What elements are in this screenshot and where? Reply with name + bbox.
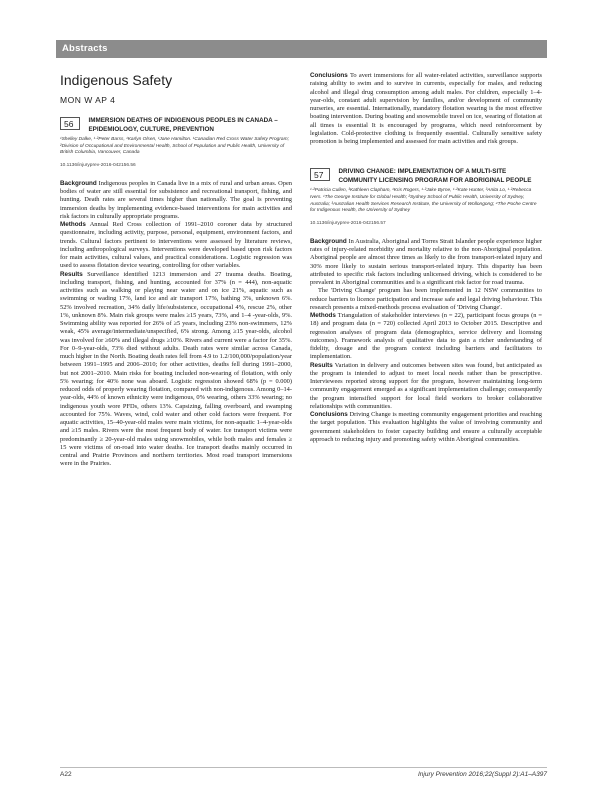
results-paragraph <box>60 271 292 469</box>
methods-label: Methods <box>60 221 86 229</box>
abstract-number: 57 <box>310 168 330 181</box>
methods-text: Triangulation of stakeholder interviews (n = 22), participant focus groups (n = 18) and program data (n = 720) collected April 2013 to October 2015. Descriptive and regression analyses of program data (demographics, service delivery and licensing outcomes). Framework analysis of qualitative data to gain a richer understanding of fidelity, dosage and the program context including barriers and facilitators to implementation. <box>310 312 543 361</box>
section-title: Indigenous Safety <box>60 72 173 88</box>
methods-paragraph <box>310 312 542 362</box>
right-column <box>310 72 542 444</box>
page-number: A22 <box>60 771 72 778</box>
conclusions-label: Conclusions <box>310 72 348 79</box>
background-label: Background <box>60 179 97 187</box>
methods-label: Methods <box>310 312 336 320</box>
results-text: Surveillance identified 1213 immersion and 27 trauma deaths. Boating, including transport, fishing, and hunting, accounted for 37% (n = 444), non-aquatic activities such as walking or playing near water and on ice 21%, aquatic such as swimming or wading 17%, land ice and air transport 17%, bathing 3%, unknown 6%. 52% involved recreation, 34% daily life/subsistence, occupational 4%, rescue 2%, other 1%, unknown 8%. Main risk groups were males ≥15 years, 73%, and 1–4 -year-olds, 9%. Swimming ability was reported for 26% of ≥5 years, including 23% non-swimmers, 12% weak, 45% average/intermediate/unspecified, 6% strong. Among ≥15 year-olds, alcohol was involved for ≥60% and illegal drugs ≥10%. Rivers and current were a factor for 35%. For 0–9-year-olds, 73% died without adults. Death rates were similar across Canada, much higher in the North. Boating death rates fell from 4.9 to 1.2/100,000/population/year between 1991–1995 and 2006–2010; for other activities, deaths fell during 1991–2000, but not 2001–2010. Main risks for boating included non-wearing of flotation, with only 5% wearing; for 40% none was aboard. Logistic regression showed 68% (p = 0.000) reduced odds of properly wearing flotation, compared with non-indigenous. Among 0–14-year-olds, 44% of known ethnicity were indigenous, 0% wearing, others 33% wearing; no indigenous youth wore PFDs, others 13%. Capsizing, falling overboard, and swamping accounted for 75%. Waves, wind, cold water and other cold factors were frequent. For aquatic activities, 15–40-year-old males were main victims, for non-aquatic 1–4-year-olds and ≥15 males. Rivers were the most frequent body of water. Ice transport victims were predominantly ≥ 20-year-old males using snowmobiles, while both males and females ≥ 15 were victims of on-road into water deaths. Ice transport deaths mainly occurred in central and Prairie Provinces and northern territories. Most road transport immersions were in the Prairies. <box>60 270 292 468</box>
methods-text: Annual Red Cross collection of 1991–2010 coroner data by structured questionnaire, including activity, purpose, personal, equipment, environment factors, and trends. Cultural factors pertinent to interventions were assessed by literature reviews, including anthropological surveys. Interventions were developed based upon risk factors for main activities, cultural values, and practical considerations. Logistic regression was used to assess flotation device wearing, controlling for other variables. <box>60 221 292 270</box>
conclusions-paragraph <box>310 411 542 444</box>
conclusions-label: Conclusions <box>310 411 348 419</box>
abstract-header <box>60 117 292 134</box>
abstract-doi[interactable]: 10.1136/injuryprev-2016-042156.56 <box>60 162 136 168</box>
background-label: Background <box>310 237 347 245</box>
footer-rule <box>60 767 547 768</box>
conclusions-paragraph <box>310 72 542 146</box>
background-text: Indigenous peoples in Canada live in a mix of rural and urban areas. Open bodies of water are still essential for subsistence and recreational transport, fishing, and hunting. Death rates are several times higher than nationally. The goal is preventing immersion deaths by implementing evidence-based interventions for main activities and risk factors in culturally appropriate programs. <box>60 179 292 220</box>
background-paragraph <box>60 180 292 221</box>
results-label: Results <box>60 270 83 278</box>
section-subtitle: MON W AP 4 <box>60 95 116 105</box>
methods-paragraph <box>60 221 292 271</box>
results-label: Results <box>310 361 333 369</box>
results-text: Variation in delivery and outcomes between sites was found, but anticipated as the program is intended to adjust to meet local needs rather than be prescriptive. Interviewees reported strong support for the program, however maintaining long-term community engagement emerged as a significant implementation challenge; consequently the program intensified support for local field workers to broker collaborative relationships with communities. <box>310 361 543 410</box>
conclusions-text: Driving Change is meeting community engagement priorities and reaching the target population. This evaluation highlights the value of involving community and government stakeholders to foster capacity building and ensure a culturally acceptable approach to reducing injury and promoting safety within Aboriginal communities. <box>310 411 542 443</box>
left-column <box>60 68 292 469</box>
background-paragraph-2: The 'Driving Change' program has been implemented in 12 NSW communities to reduce barriers to licence participation and increase safe and legal driving behaviour. This research presents a mixed-methods process evaluation of 'Driving Change'. <box>310 287 542 311</box>
journal-citation: Injury Prevention 2016;22(Suppl 2):A1–A397 <box>417 771 547 778</box>
abstract-title: DRIVING CHANGE: IMPLEMENTATION OF A MULTI-SITE COMMUNITY LICENSING PROGRAM FOR ABORIGINAL PEOPLE <box>338 168 532 184</box>
results-paragraph <box>310 362 542 412</box>
abstract-authors: ¹Shelley Dalke, ¹·²Peter Barss, ¹Karlyn Olsen, ¹Jane Hamilton. ¹Canadian Red Cross Water Safety Program; ²Division of Occupational and Environmental Health, School of Population and Public Health, University of British Columbia, Vancouver, Canada <box>60 137 289 156</box>
conclusions-text: To avert immersions for all water-related activities, surveillance supports raising ability to swim and to survive in currents, especially for males, and reducing alcohol and illegal drug consumption among adult males. For children, especially 1–4-year-olds, constant adult supervision by families, and/or development of community nurseries, are essential. Internationally, mandatory flotation wearing is the most effective boating intervention. During boating and snowmobile travel on ice, wearing of flotation at all times is essential It is encouraged by programs, which need reinforcement by legislation. Cold-protective clothing is frequently essential. Culturally sensitive safety promotion is being implemented and assessed for main activities and risk groups. <box>310 72 542 145</box>
section-banner: Abstracts <box>56 40 547 58</box>
abstract-header <box>310 168 542 185</box>
background-paragraph <box>310 238 542 288</box>
abstract-number: 56 <box>60 117 80 130</box>
abstract-57 <box>310 168 542 444</box>
abstract-doi[interactable]: 10.1136/injuryprev-2016-042156.57 <box>310 220 386 226</box>
abstract-authors: ¹·²Patricia Cullen, ³Kathleen Clapham, ¹Kris Rogers, ¹·²Jake Byrne, ¹·²Kate Hunter, ³Anita Lo, ¹·²Rebecca Ivers. ¹The George Institute for Global Health; ²Sydney School of Public Health, University of Sydney, Australia; ³Australian Health Services Research Institute, the University of Wollongong; ⁴The Poche Centre for Indigenous Health, the University of Sydney <box>310 188 537 214</box>
background-text: In Australia, Aboriginal and Torres Strait Islander people experience higher rates of injury-related morbidity and mortality relative to the non-Aboriginal population. Aboriginal people are almost three times as likely to die from transport-related injury and 30% more likely to sustain serious transport-related injury. This disparity has been attributed to specific risk factors including unlicensed driving, which is considered to be prevalent in Aboriginal communities and is a significant risk factor for road trauma. <box>310 237 542 287</box>
abstract-title: IMMERSION DEATHS OF INDIGENOUS PEOPLES IN CANADA – EPIDEMIOLOGY, CULTURE, PREVENTION <box>88 117 278 133</box>
